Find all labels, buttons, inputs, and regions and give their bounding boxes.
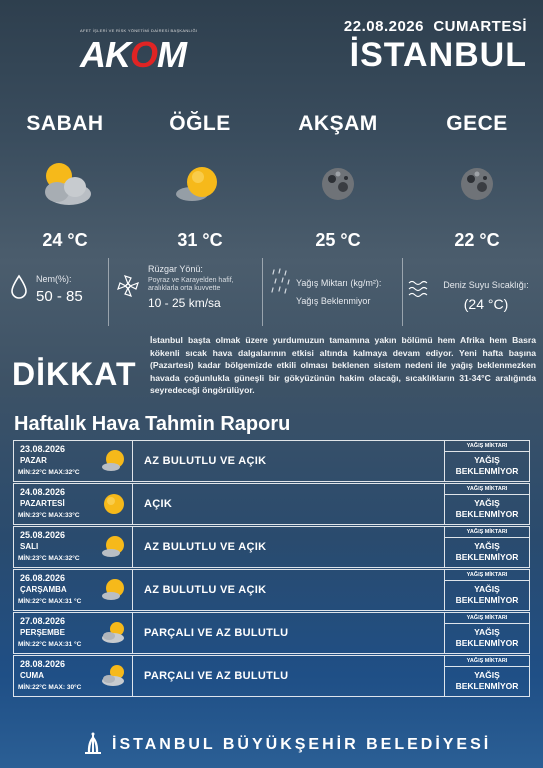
- period-temp: 22 °C: [454, 230, 500, 250]
- rain-value-line1: YAĞIŞ: [474, 627, 500, 637]
- akom-logo: [80, 28, 198, 78]
- day-cell: [14, 484, 133, 524]
- rain-header: YAĞIŞ MİKTARI: [445, 656, 529, 667]
- rain-header: YAĞIŞ MİKTARI: [445, 613, 529, 624]
- table-row: [13, 569, 530, 611]
- partly-cloudy-sun-icon: [100, 447, 128, 475]
- wave-icon: [408, 278, 430, 300]
- partly-cloudy-sun-icon: [100, 576, 128, 604]
- period-name: ÖĞLE: [169, 112, 231, 135]
- row-day: PAZAR: [20, 456, 47, 465]
- logo-subtitle: AFET İŞLERİ VE RİSK YÖNETİMİ DAİRESİ BAŞKANLIĞI: [80, 28, 198, 33]
- rain-value-line2: BEKLENMİYOR: [455, 466, 519, 476]
- table-row: [13, 483, 530, 525]
- period-temp: 25 °C: [315, 230, 361, 250]
- table-row: [13, 526, 530, 568]
- wind-value: 10 - 25 km/sa: [148, 296, 221, 310]
- row-day: ÇARŞAMBA: [20, 585, 67, 594]
- row-minmax: MİN:22°C MAX:32°C: [18, 469, 80, 476]
- period-temp: 31 °C: [177, 230, 223, 250]
- wind-description: Poyraz ve Karayelden hafif, aralıklarla orta kuvvette: [148, 277, 234, 292]
- row-minmax: MİN:22°C MAX: 30°C: [18, 684, 82, 691]
- period-temp: 24 °C: [42, 230, 88, 250]
- row-minmax: MİN:23°C MAX:32°C: [18, 555, 80, 562]
- moon-icon: [308, 154, 368, 214]
- cloudy-sun-icon: [100, 662, 128, 690]
- partly-cloudy-sun-icon: [35, 154, 95, 214]
- rain-value-line2: BEKLENMİYOR: [455, 638, 519, 648]
- day-cell: [14, 656, 133, 696]
- rain-cell: [444, 527, 529, 567]
- rain-icon: [270, 268, 292, 298]
- row-description: AZ BULUTLU VE AÇIK: [144, 541, 267, 553]
- row-date: 25.08.2026: [20, 530, 66, 540]
- row-description: AZ BULUTLU VE AÇIK: [144, 584, 267, 596]
- rain-value-line2: BEKLENMİYOR: [455, 681, 519, 691]
- sun-icon: [170, 154, 230, 214]
- ibb-logo-icon: [82, 732, 104, 756]
- table-row: [13, 612, 530, 654]
- date-line: [344, 18, 527, 35]
- day-cell: [14, 570, 133, 610]
- rain-value-line1: YAĞIŞ: [474, 498, 500, 508]
- rain-label: Yağış Miktarı (kg/m²):: [296, 278, 382, 288]
- warning-title: DİKKAT: [12, 356, 137, 392]
- sun-icon: [100, 490, 128, 518]
- wind-label: Rüzgar Yönü:: [148, 264, 203, 274]
- row-minmax: MİN:22°C MAX:31 °C: [18, 641, 82, 648]
- row-date: 28.08.2026: [20, 659, 66, 669]
- row-description: AÇIK: [144, 498, 173, 510]
- rain-cell: [444, 441, 529, 481]
- divider: [402, 258, 403, 326]
- partly-cloudy-sun-icon: [100, 533, 128, 561]
- row-day: SALI: [20, 542, 39, 551]
- sea-label: Deniz Suyu Sıcaklığı:: [443, 280, 529, 290]
- row-day: CUMA: [20, 671, 44, 680]
- row-day: PAZARTESİ: [20, 499, 65, 508]
- header: [0, 0, 543, 100]
- rain-header: YAĞIŞ MİKTARI: [445, 441, 529, 452]
- divider: [108, 258, 109, 326]
- rain-header: YAĞIŞ MİKTARI: [445, 484, 529, 495]
- rain-value-line1: YAĞIŞ: [474, 455, 500, 465]
- warning-text: İstanbul başta olmak üzere yurdumuzun tamamına yakın bölümü hem Afrika hem Basra kökenli sıcak hava dalgalarının etkisi altında kalmaya devam ediyor. Yeni hafta başına (Pazartesi) kadar bölgemizde etkili olması beklenen sistem nedeni ile yağış beklenmezken havada çoğunlukla güneşli bir gökyüzünün hakim olacağı, sıcaklıkların 31-34°C aralığında seyredeceği öngörülüyor.: [150, 335, 536, 395]
- day-cell: [14, 527, 133, 567]
- rain-value-line1: YAĞIŞ: [474, 670, 500, 680]
- fan-icon: [116, 274, 140, 298]
- row-minmax: MİN:22°C MAX:31 °C: [18, 598, 82, 605]
- rain-header: YAĞIŞ MİKTARI: [445, 527, 529, 538]
- date: 22.08.2026: [343, 18, 424, 35]
- report-title: Haftalık Hava Tahmin Raporu: [14, 413, 291, 435]
- row-description: PARÇALI VE AZ BULUTLU: [144, 670, 289, 682]
- rain-value-line1: YAĞIŞ: [474, 541, 500, 551]
- row-date: 26.08.2026: [20, 573, 66, 583]
- row-description: PARÇALI VE AZ BULUTLU: [144, 627, 289, 639]
- day-cell: [14, 441, 133, 481]
- period-name: AKŞAM: [298, 112, 378, 135]
- period-name: SABAH: [26, 112, 104, 135]
- period-ogle: [145, 112, 255, 251]
- sea-value: (24 °C): [463, 296, 509, 312]
- period-name: GECE: [446, 112, 508, 135]
- humidity-label: Nem(%):: [36, 274, 72, 284]
- moon-icon: [447, 154, 507, 214]
- cloudy-sun-icon: [100, 619, 128, 647]
- weekly-report-table: [13, 440, 530, 698]
- row-date: 24.08.2026: [20, 487, 66, 497]
- table-row: [13, 440, 530, 482]
- drop-icon: [10, 274, 28, 300]
- row-date: 27.08.2026: [20, 616, 66, 626]
- rain-cell: [444, 613, 529, 653]
- rain-value-line2: BEKLENMİYOR: [455, 509, 519, 519]
- weekday: CUMARTESİ: [433, 18, 527, 35]
- footer: [0, 730, 543, 760]
- row-date: 23.08.2026: [20, 444, 66, 454]
- rain-cell: [444, 484, 529, 524]
- rain-cell: [444, 656, 529, 696]
- rain-header: YAĞIŞ MİKTARI: [445, 570, 529, 581]
- rain-value-line1: YAĞIŞ: [474, 584, 500, 594]
- day-cell: [14, 613, 133, 653]
- rain-value-line2: BEKLENMİYOR: [455, 595, 519, 605]
- footer-text: İSTANBUL BÜYÜKŞEHİR BELEDİYESİ: [112, 736, 492, 753]
- logo-text: AKOM: [80, 34, 187, 75]
- rain-cell: [444, 570, 529, 610]
- row-description: AZ BULUTLU VE AÇIK: [144, 455, 267, 467]
- row-minmax: MİN:23°C MAX:33°C: [18, 512, 80, 519]
- period-sabah: [10, 112, 120, 251]
- humidity-value: 50 - 85: [36, 288, 83, 305]
- table-row: [13, 655, 530, 697]
- rain-value-line2: BEKLENMİYOR: [455, 552, 519, 562]
- row-day: PERŞEMBE: [20, 628, 65, 637]
- divider: [262, 258, 263, 326]
- city-title: İSTANBUL: [349, 36, 527, 74]
- period-gece: [422, 112, 532, 251]
- period-aksam: [283, 112, 393, 251]
- rain-value: Yağış Beklenmiyor: [296, 296, 371, 306]
